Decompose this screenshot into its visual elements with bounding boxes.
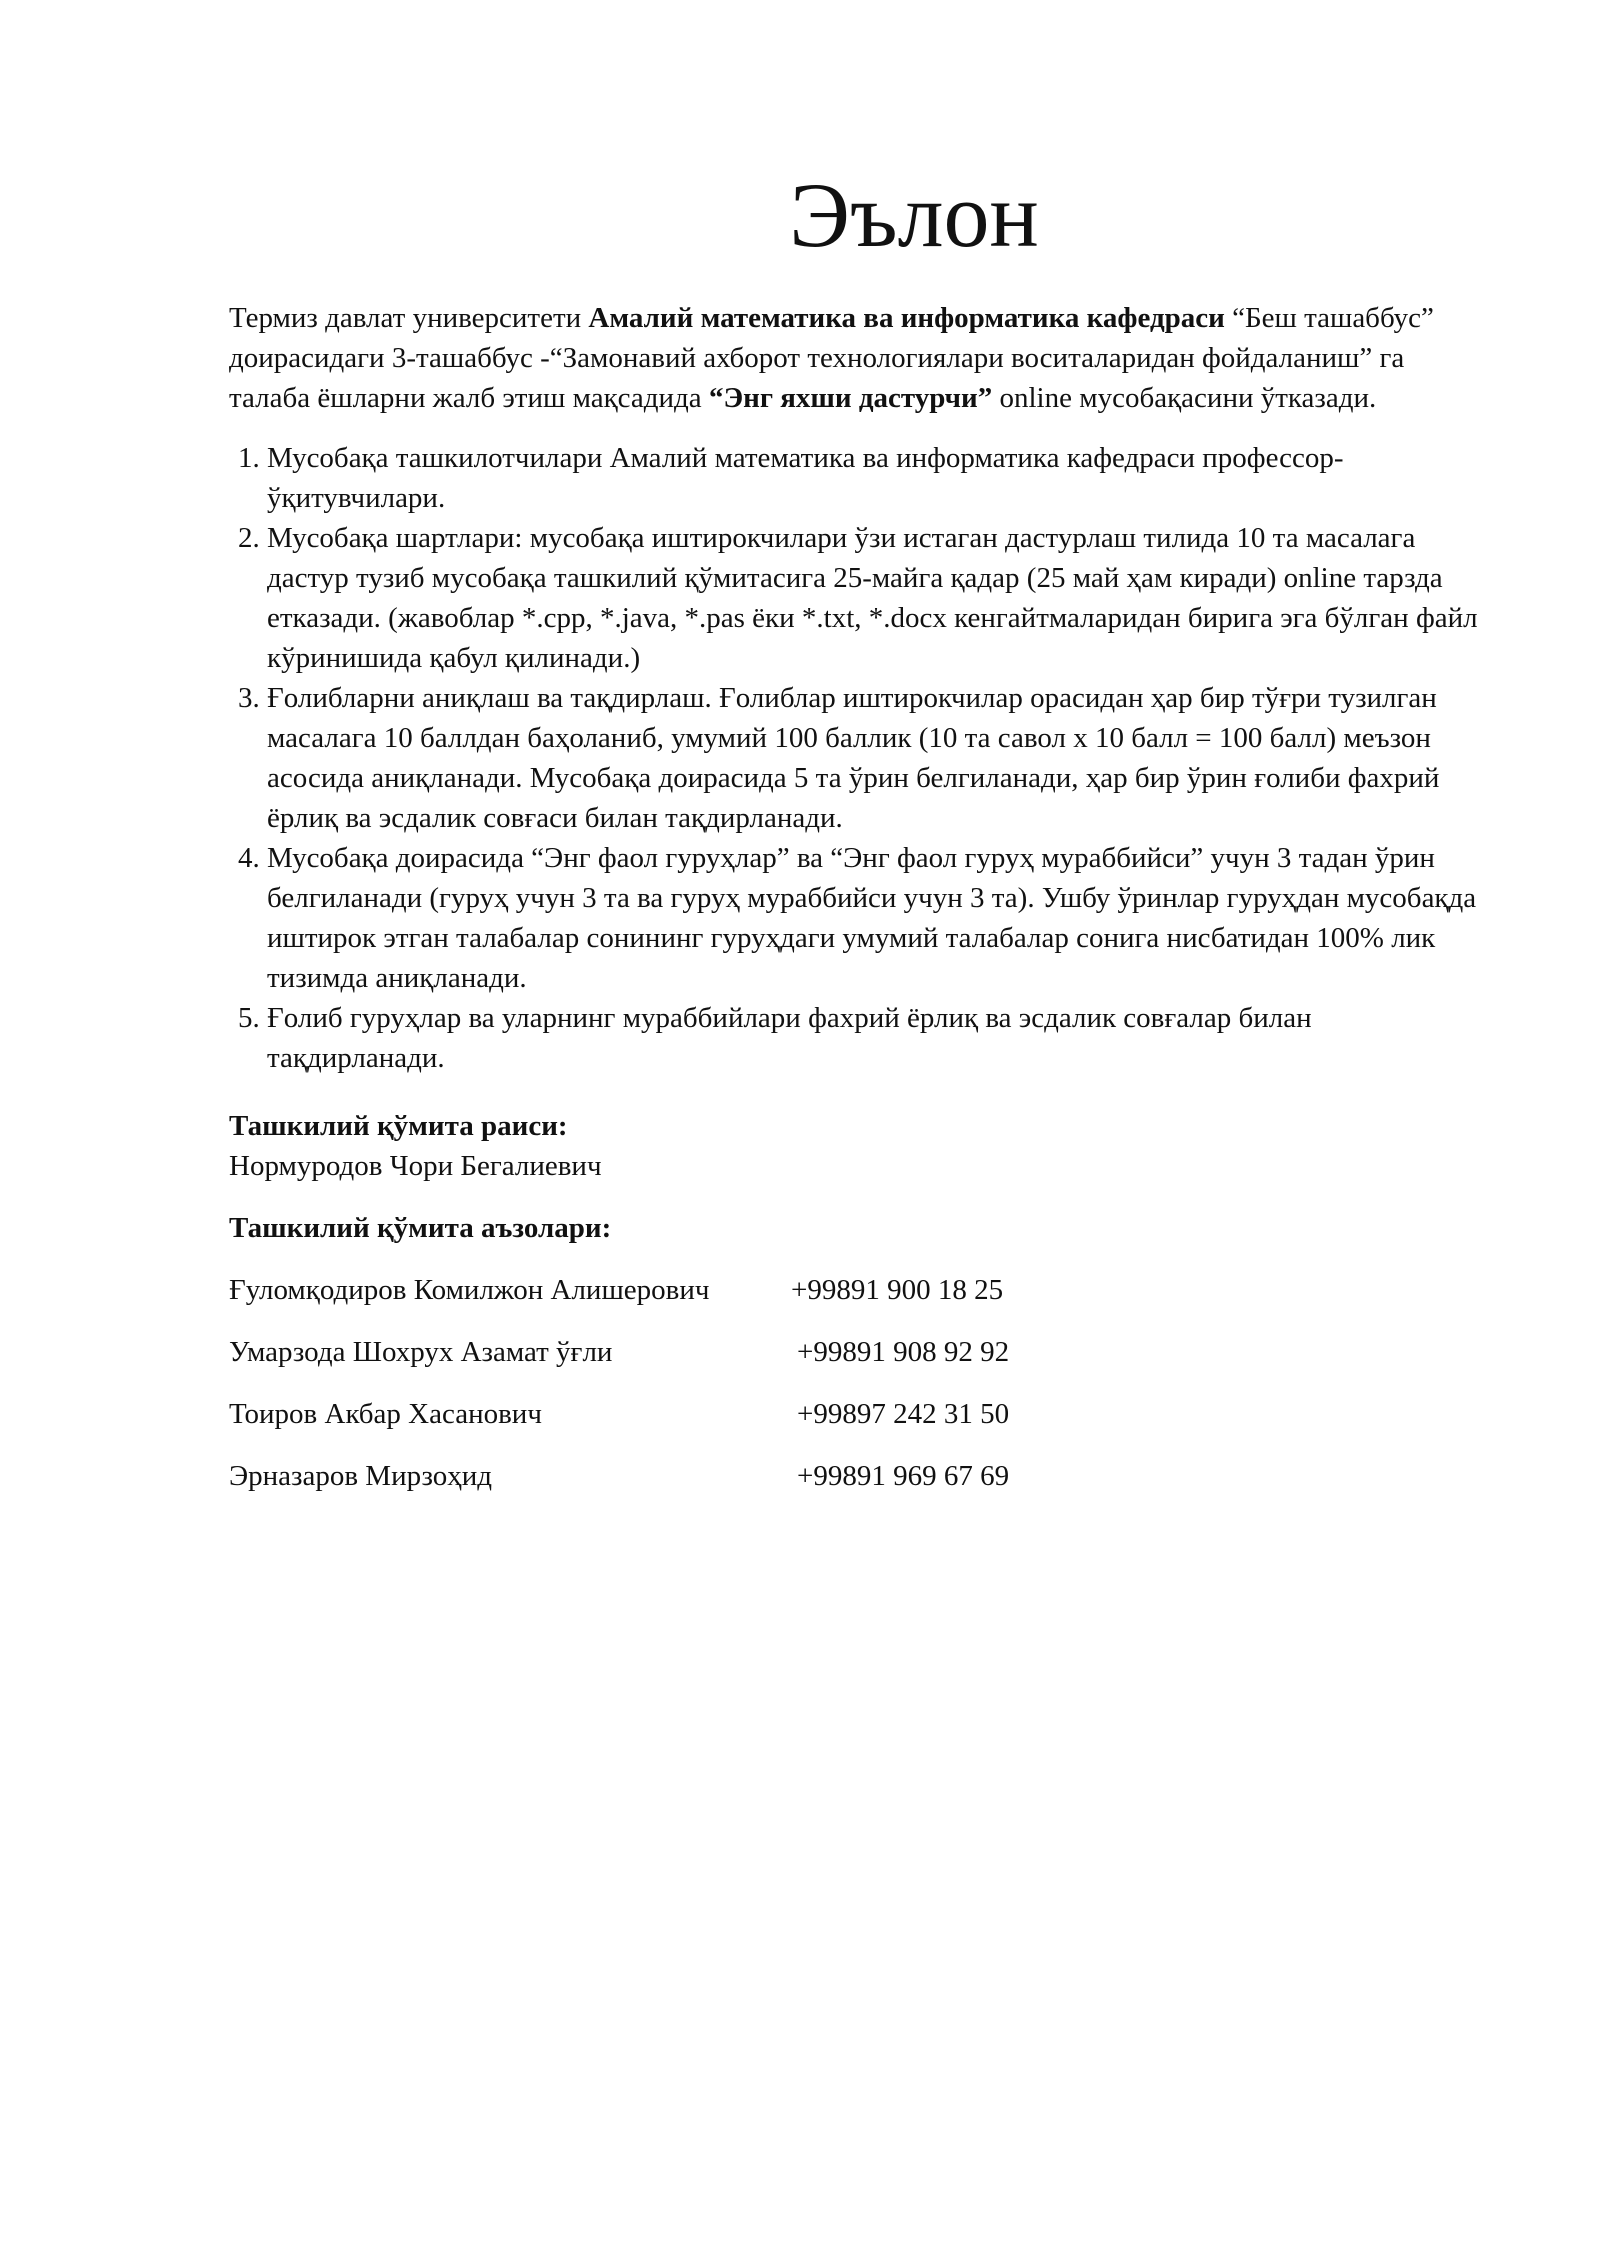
chair-section (229, 1106, 1479, 1186)
intro-text-3: online мусобақасини ўтказади. (992, 382, 1377, 414)
intro-paragraph (229, 298, 1479, 418)
member-phone: +99897 242 31 50 (797, 1398, 1010, 1430)
member-name: Умарзода Шохрух Азамат ўғли (229, 1336, 613, 1368)
member-name: Эрназаров Мирзоҳид (229, 1460, 493, 1492)
members-section (229, 1208, 1479, 1496)
rule-item: 5. Ғолиб гуруҳлар ва уларнинг мураббийлари фахрий ёрлиқ ва эсдалик совғалар билан тақдирланади. (267, 998, 1479, 1078)
page-title: Эълон (789, 164, 1039, 266)
chair-heading: Ташкилий қўмита раиси: (229, 1110, 568, 1142)
rule-item: 3. Ғолибларни аниқлаш ва тақдирлаш. Ғолиблар иштирокчилар орасидан ҳар бир тўғри тузилган масалага 10 баллдан баҳоланиб, умумий 100 баллик (10 та савол х 10 балл = 100 балл) меъзон асосида аниқланади. Мусобақа доирасида 5 та ўрин белгиланади, ҳар бир ўрин ғолиби фахрий ёрлиқ ва эсдалик совғаси билан тақдирланади. (267, 678, 1479, 838)
member-phone: +99891 900 18 25 (791, 1274, 1004, 1306)
member-row (229, 1394, 1479, 1434)
chair-name: Нормуродов Чори Бегалиевич (229, 1150, 602, 1182)
member-row (229, 1332, 1479, 1372)
rule-item: 4. Мусобақа доирасида “Энг фаол гуруҳлар” ва “Энг фаол гуруҳ мураббийси” учун 3 тадан ўрин белгиланади (гуруҳ учун 3 та ва гуруҳ мураббийси учун 3 та). Ушбу ўринлар гуруҳдан мусобақда иштирок этган талабалар сонининг гуруҳдаги умумий талабалар сонига нисбатидан 100% лик тизимда аниқланади. (267, 838, 1479, 998)
members-heading: Ташкилий қўмита аъзолари: (229, 1212, 612, 1244)
intro-text-2: “Беш ташаббус” доирасидаги 3-ташаббус -“Замонавий ахборот технологиялари воситаларидан фойдаланиш” га талаба ёшларни жалб этиш мақсадида (229, 302, 1434, 414)
rule-item: 2. Мусобақа шартлари: мусобақа иштирокчилари ўзи истаган дастурлаш тилида 10 та масалага дастур тузиб мусобақа ташкилий қўмитасига 25-майга қадар (25 май ҳам киради) online тарзда етказади. (жавоблар *.cpp, *.java, *.pas ёки *.txt, *.docx кенгайтмаларидан бирига эга бўлган файл кўринишида қабул қилинади.) (267, 518, 1479, 678)
department-name: Амалий математика ва информатика кафедраси (588, 302, 1225, 334)
contest-name: “Энг яхши дастурчи” (708, 382, 993, 414)
announcement-page (229, 160, 1479, 1518)
rules-list (229, 438, 1479, 1078)
rule-item: 1. Мусобақа ташкилотчилари Амалий математика ва информатика кафедраси профессор-ўқитувчилари. (267, 438, 1479, 518)
member-name: Ғуломқодиров Комилжон Алишерович (229, 1274, 710, 1306)
member-phone: +99891 969 67 69 (797, 1460, 1010, 1492)
intro-text-1: Термиз давлат университети (229, 302, 589, 334)
member-row (229, 1270, 1479, 1310)
member-name: Тоиров Акбар Хасанович (229, 1398, 542, 1430)
member-row (229, 1456, 1479, 1496)
member-phone: +99891 908 92 92 (797, 1336, 1010, 1368)
